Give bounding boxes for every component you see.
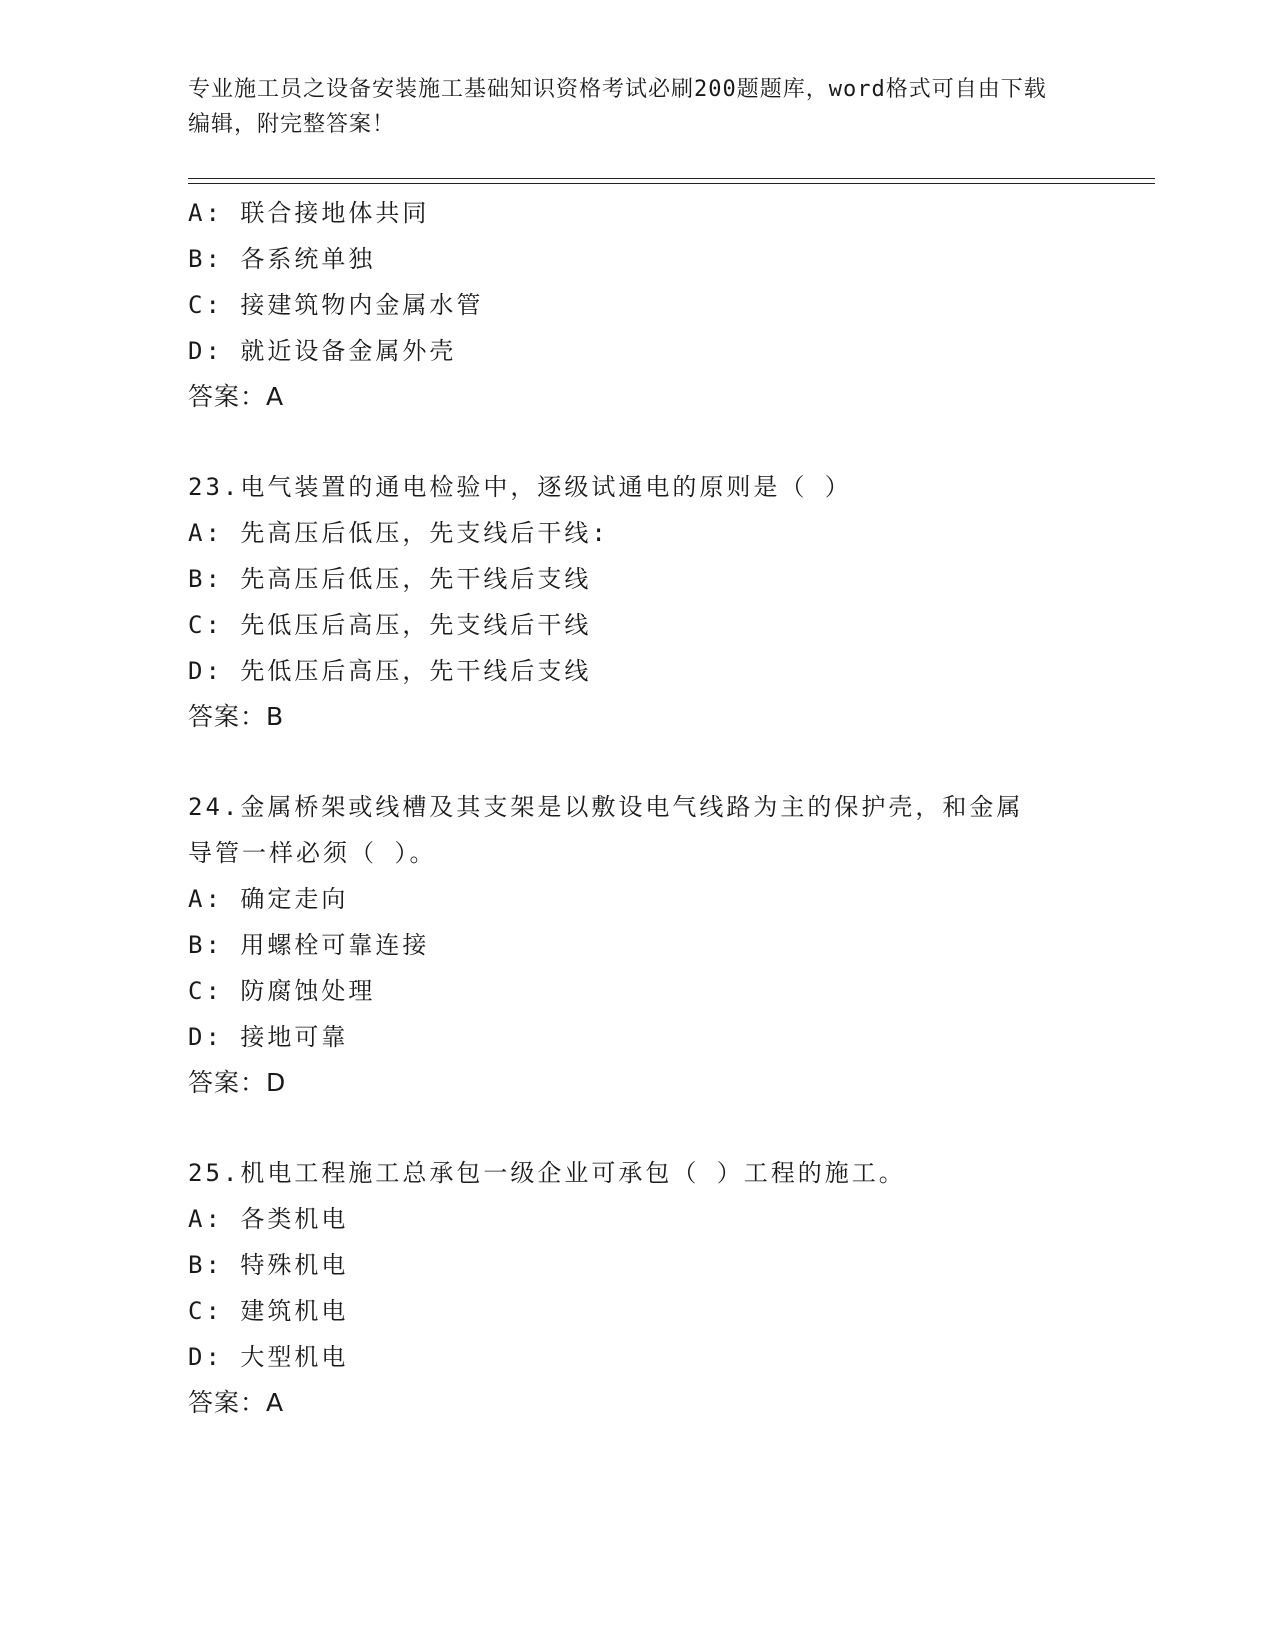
option-b: B: 各系统单独	[188, 245, 376, 273]
question-stem: 23.电气装置的通电检验中，逐级试通电的原则是（ ）	[188, 473, 852, 501]
answer-line: 答案：A	[188, 382, 285, 411]
option-d: D: 大型机电	[188, 1343, 349, 1371]
question-stem: 25.机电工程施工总承包一级企业可承包（ ）工程的施工。	[188, 1159, 906, 1187]
option-b: B: 特殊机电	[188, 1251, 349, 1279]
answer-line: 答案：D	[188, 1068, 287, 1097]
option-c: C: 接建筑物内金属水管	[188, 291, 484, 319]
option-b: B: 用螺栓可靠连接	[188, 931, 430, 959]
spacer	[188, 740, 1088, 784]
option-b: B: 先高压后低压，先干线后支线	[188, 565, 592, 593]
option-c: C: 建筑机电	[188, 1297, 349, 1325]
document-header: 专业施工员之设备安装施工基础知识资格考试必刷200题题库，word格式可自由下载编辑，附完整答案！	[188, 77, 1047, 137]
header-divider-top	[188, 178, 1155, 179]
question-stem-line-2: 导管一样必须（ ）。	[188, 839, 437, 867]
answer-line: 答案：A	[188, 1388, 285, 1417]
question-stem-line-1: 24.金属桥架或线槽及其支架是以敷设电气线路为主的保护壳，和金属	[188, 793, 1024, 821]
option-c: C: 先低压后高压，先支线后干线	[188, 611, 592, 639]
option-a: A: 先高压后低压，先支线后干线:	[188, 519, 609, 547]
option-d: D: 就近设备金属外壳	[188, 337, 457, 365]
question-25-block	[188, 1150, 1088, 1426]
header-divider-bottom	[188, 183, 1155, 184]
spacer	[188, 1106, 1088, 1150]
question-22-block	[188, 190, 1088, 420]
option-d: D: 接地可靠	[188, 1023, 349, 1051]
spacer	[188, 420, 1088, 464]
option-a: A: 各类机电	[188, 1205, 349, 1233]
option-a: A: 确定走向	[188, 885, 349, 913]
answer-line: 答案：B	[188, 702, 285, 731]
option-d: D: 先低压后高压，先干线后支线	[188, 657, 592, 685]
option-a: A: 联合接地体共同	[188, 199, 430, 227]
question-content	[188, 190, 1088, 1426]
option-c: C: 防腐蚀处理	[188, 977, 376, 1005]
question-23-block	[188, 464, 1088, 740]
question-24-block	[188, 784, 1088, 1106]
